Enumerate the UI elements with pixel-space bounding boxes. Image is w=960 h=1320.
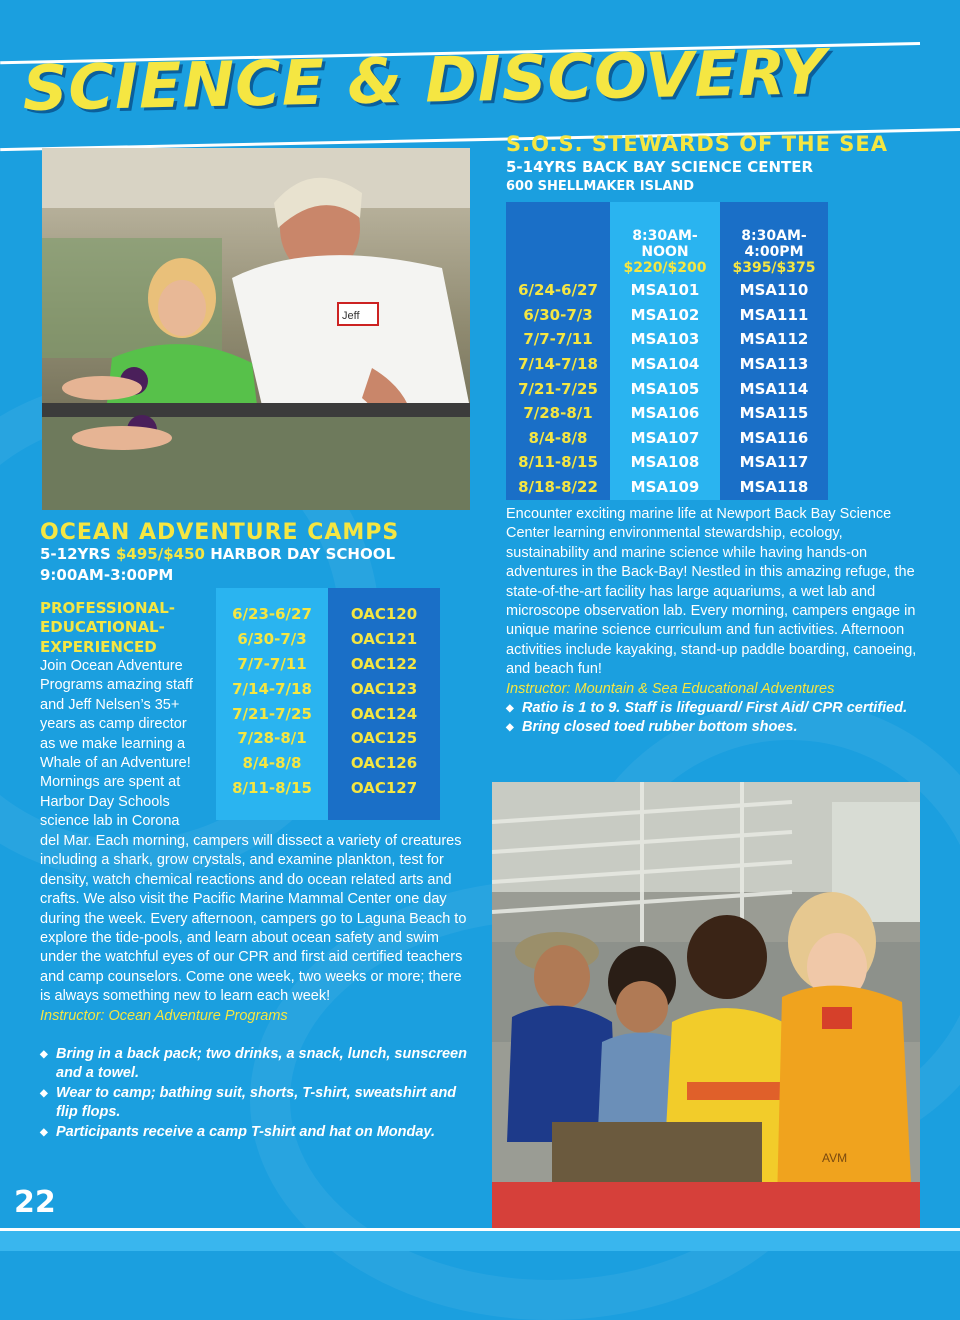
- list-item: ◆ Wear to camp; bathing suit, shorts, T-shirt, sweatshirt and flip flops.: [40, 1084, 480, 1123]
- sos-table-date-col: [506, 202, 610, 500]
- sos-code: MSA107: [630, 428, 700, 447]
- sos-code: MSA105: [630, 379, 700, 398]
- oac-code: OAC122: [350, 654, 418, 673]
- sos-code: MSA101: [630, 281, 700, 300]
- sos-date: 8/18-8/22: [518, 478, 598, 497]
- oac-schedule-table: [216, 588, 440, 820]
- sos-code: MSA106: [630, 404, 700, 423]
- sos-code: MSA103: [630, 330, 700, 349]
- page-number: 22: [14, 1185, 56, 1220]
- sos-heading: S.O.S. STEWARDS OF THE SEA: [506, 132, 888, 156]
- oac-bullet-list: [40, 1045, 480, 1142]
- oac-code: OAC126: [350, 754, 418, 773]
- bottom-band: [0, 1231, 960, 1251]
- sos-code: MSA110: [739, 281, 809, 300]
- oac-date: 7/7-7/11: [237, 654, 307, 673]
- photo-sea-urchins: [42, 148, 470, 510]
- photo-kids-life-vests: [492, 782, 920, 1228]
- oac-date: 8/11-8/15: [232, 778, 312, 797]
- oac-code: OAC123: [350, 679, 418, 698]
- oac-lead: PROFESSIONAL- EDUCATIONAL- EXPERIENCED: [40, 599, 175, 656]
- sos-date: 6/24-6/27: [518, 281, 598, 300]
- oac-description-wide: del Mar. Each morning, campers will dissect a variety of creatures including a shark, grow crystals, and examine plankton, test for density, watch chemical reactions and do ocean related arts and crafts. We also visit the Pacific Marine Mammal Center one day during the week. Every afternoon, campers go to Laguna Beach to explore the tide-pools, and learn about ocean safety and swim under the watchful eyes of our CPR and first aid certified teachers and camp counselors. Come one week, two weeks or more; there is always something new to learn each week! Instructor: Ocean Adventure Programs: [40, 833, 467, 1024]
- sos-table-col-halfday: [610, 202, 720, 500]
- sos-code: MSA118: [739, 478, 809, 497]
- vest-lettering: AVM: [822, 1151, 848, 1165]
- sos-date: 8/4-8/8: [528, 428, 588, 447]
- oac-instructor: Instructor: Ocean Adventure Programs: [40, 1007, 288, 1024]
- sos-description: Encounter exciting marine life at Newport Back Bay Science Center learning environmental stewardship, ecology, sustainability and marine science while having hands-on adventures in the Back-Bay! Nestled in this amazing refuge, the state-of-the-art facility has large aquariums, a wet lab and microscope observation lab. Every morning, campers engage in unique marine science curriculum and fun activities. Afternoon activities include kayaking, stand-up paddle boarding, canoeing, and beach fun! Instructor: Mountain & Sea Educational Adventures: [506, 506, 917, 697]
- oac-code: OAC124: [350, 704, 418, 723]
- oac-date: 6/23-6/27: [232, 605, 312, 624]
- sos-date: 7/28-8/1: [523, 404, 593, 423]
- sos-code: MSA117: [739, 453, 809, 472]
- oac-date: 7/21-7/25: [232, 704, 312, 723]
- sos-code: MSA109: [630, 478, 700, 497]
- sos-col1-header: 8:30AM- NOON $220/$200: [623, 228, 707, 276]
- list-item: ◆ Bring in a back pack; two drinks, a snack, lunch, sunscreen and a towel.: [40, 1045, 480, 1084]
- list-item: ◆ Ratio is 1 to 9. Staff is lifeguard/ First Aid/ CPR certified.: [506, 699, 946, 718]
- sos-code: MSA116: [739, 428, 809, 447]
- sos-address: 600 SHELLMAKER ISLAND: [506, 179, 695, 194]
- sos-subheading: 5-14YRS BACK BAY SCIENCE CENTER: [506, 158, 814, 176]
- oac-time: 9:00AM-3:00PM: [40, 566, 174, 584]
- sos-code: MSA112: [739, 330, 809, 349]
- oac-description-narrow: Join Ocean Adventure Programs amazing staff and Jeff Nelsen’s 35+ years as camp director as we make learning a Whale of an Adventure! Mornings are spent at Harbor Day Schools science lab in Corona: [40, 658, 193, 830]
- sos-date: 7/14-7/18: [518, 355, 598, 374]
- sos-code: MSA108: [630, 453, 700, 472]
- oac-date: 6/30-7/3: [237, 630, 307, 649]
- sos-col2-header: 8:30AM- 4:00PM $395/$375: [732, 228, 816, 276]
- sos-schedule-table: [506, 202, 828, 500]
- page-title: SCIENCE & DISCOVERY: [22, 35, 828, 125]
- oac-code: OAC125: [350, 729, 418, 748]
- sos-code: MSA102: [630, 305, 700, 324]
- oac-code: OAC120: [350, 605, 418, 624]
- sos-date: 7/21-7/25: [518, 379, 598, 398]
- sos-date: 7/7-7/11: [523, 330, 593, 349]
- sos-code: MSA104: [630, 355, 700, 374]
- sos-code: MSA111: [739, 305, 809, 324]
- sos-date: 6/30-7/3: [523, 305, 593, 324]
- oac-table-code-col: [328, 588, 440, 820]
- list-item: ◆ Bring closed toed rubber bottom shoes.: [506, 718, 946, 737]
- oac-date: 8/4-8/8: [242, 754, 302, 773]
- sos-code: MSA113: [739, 355, 809, 374]
- oac-code: OAC121: [350, 630, 418, 649]
- oac-date: 7/28-8/1: [237, 729, 307, 748]
- sos-code: MSA114: [739, 379, 809, 398]
- oac-date: 7/14-7/18: [232, 679, 312, 698]
- list-item: ◆ Participants receive a camp T-shirt and hat on Monday.: [40, 1123, 480, 1142]
- sos-code: MSA115: [739, 404, 809, 423]
- name-badge-text: Jeff: [342, 310, 360, 322]
- oac-heading: OCEAN ADVENTURE CAMPS: [40, 520, 400, 545]
- oac-table-date-col: [216, 588, 328, 820]
- oac-code: OAC127: [350, 778, 418, 797]
- sos-instructor: Instructor: Mountain & Sea Educational Adventures: [506, 680, 835, 697]
- sos-table-col-fullday: [720, 202, 828, 500]
- oac-subheading: 5-12YRS $495/$450 HARBOR DAY SCHOOL: [40, 545, 396, 563]
- sos-date: 8/11-8/15: [518, 453, 598, 472]
- sos-bullet-list: [506, 699, 946, 738]
